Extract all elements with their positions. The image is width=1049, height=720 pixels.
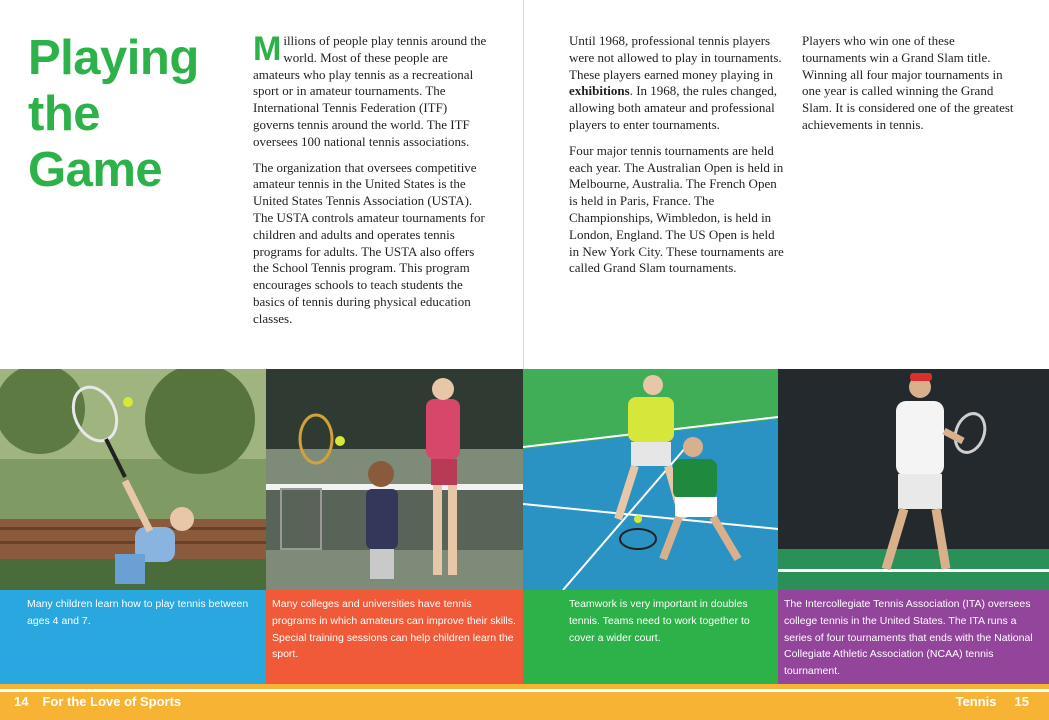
- page-title: [28, 30, 243, 198]
- paragraph: [569, 33, 784, 134]
- paragraph: The organization that oversees competitive amateur tennis in the United States is the United States Tennis Association (USTA). The USTA controls amateur tournaments for children and adults and operates tennis programs for adults. The USTA also offers the School Tennis program. This program encourages schools to teach students the basics of tennis during physical education classes.: [253, 159, 485, 326]
- photo-illustration: [778, 369, 1049, 590]
- glossary-term: exhibitions: [569, 83, 630, 99]
- photo-child-serving: [0, 369, 266, 590]
- footer-right: [956, 694, 1029, 709]
- footer-stripe: [0, 689, 1049, 692]
- paragraph: Four major tennis tournaments are held each year. The Australian Open is held in Melbourne, Australia. The French Open is held in Paris, France. The Championships, Wimbledon, is held in London, England. The US Open is held in New York City. These tournaments are called Grand Slam tournaments.: [569, 142, 784, 276]
- caption-photo-3: Teamwork is very important in doubles tennis. Teams need to work together to cover a wider court.: [523, 590, 778, 684]
- photo-college-player: [778, 369, 1049, 590]
- caption-photo-1: Many children learn how to play tennis between ages 4 and 7.: [0, 590, 266, 684]
- paragraph-text: Until 1968, professional tennis players were not allowed to play in tournaments. These players earned money playing in: [569, 33, 782, 82]
- photo-illustration: [0, 369, 266, 590]
- photo-illustration: [523, 369, 778, 590]
- title-line-2: the Game: [28, 87, 163, 197]
- text-column-3: [802, 33, 1020, 143]
- paragraph-text: illions of people play tennis around the world. Most of these people are amateurs who play tennis as a recreational sport or in amateur tournaments. The International Tennis Federation (ITF) governs tennis around the world. The ITF oversees 100 national tennis associations.: [253, 33, 487, 149]
- title-line-1: Playing: [28, 31, 199, 85]
- photo-doubles-team: [523, 369, 778, 590]
- book-title: For the Love of Sports: [42, 694, 182, 709]
- footer-left: [14, 694, 181, 709]
- photo-training-session: [266, 369, 523, 590]
- chapter-title: Tennis: [955, 694, 997, 709]
- caption-photo-2: Many colleges and universities have tennis programs in which amateurs can improve their skills. Special training sessions can help children learn the sport.: [266, 590, 523, 684]
- page-number-right: 15: [1014, 694, 1029, 709]
- paragraph: Players who win one of these tournaments win a Grand Slam title. Winning all four major tournaments in one year is called winning the Grand Slam. It is considered one of the greatest achievements in tennis.: [802, 33, 1014, 132]
- paragraph: [253, 30, 491, 151]
- drop-cap: M: [253, 30, 282, 68]
- photo-illustration: [266, 369, 523, 590]
- text-column-1: [253, 30, 491, 337]
- text-column-2: [569, 33, 784, 286]
- paragraph-text: . In 1968, the rules changed, allowing both amateur and professional players to enter tournaments.: [569, 83, 777, 132]
- caption-photo-4: The Intercollegiate Tennis Association (ITA) oversees college tennis in the United States. The ITA runs a series of four tournaments that ends with the National Collegiate Athletic Association (NCAA) tennis tournament.: [778, 590, 1049, 684]
- page-footer: [0, 684, 1049, 720]
- page-number-left: 14: [14, 694, 29, 709]
